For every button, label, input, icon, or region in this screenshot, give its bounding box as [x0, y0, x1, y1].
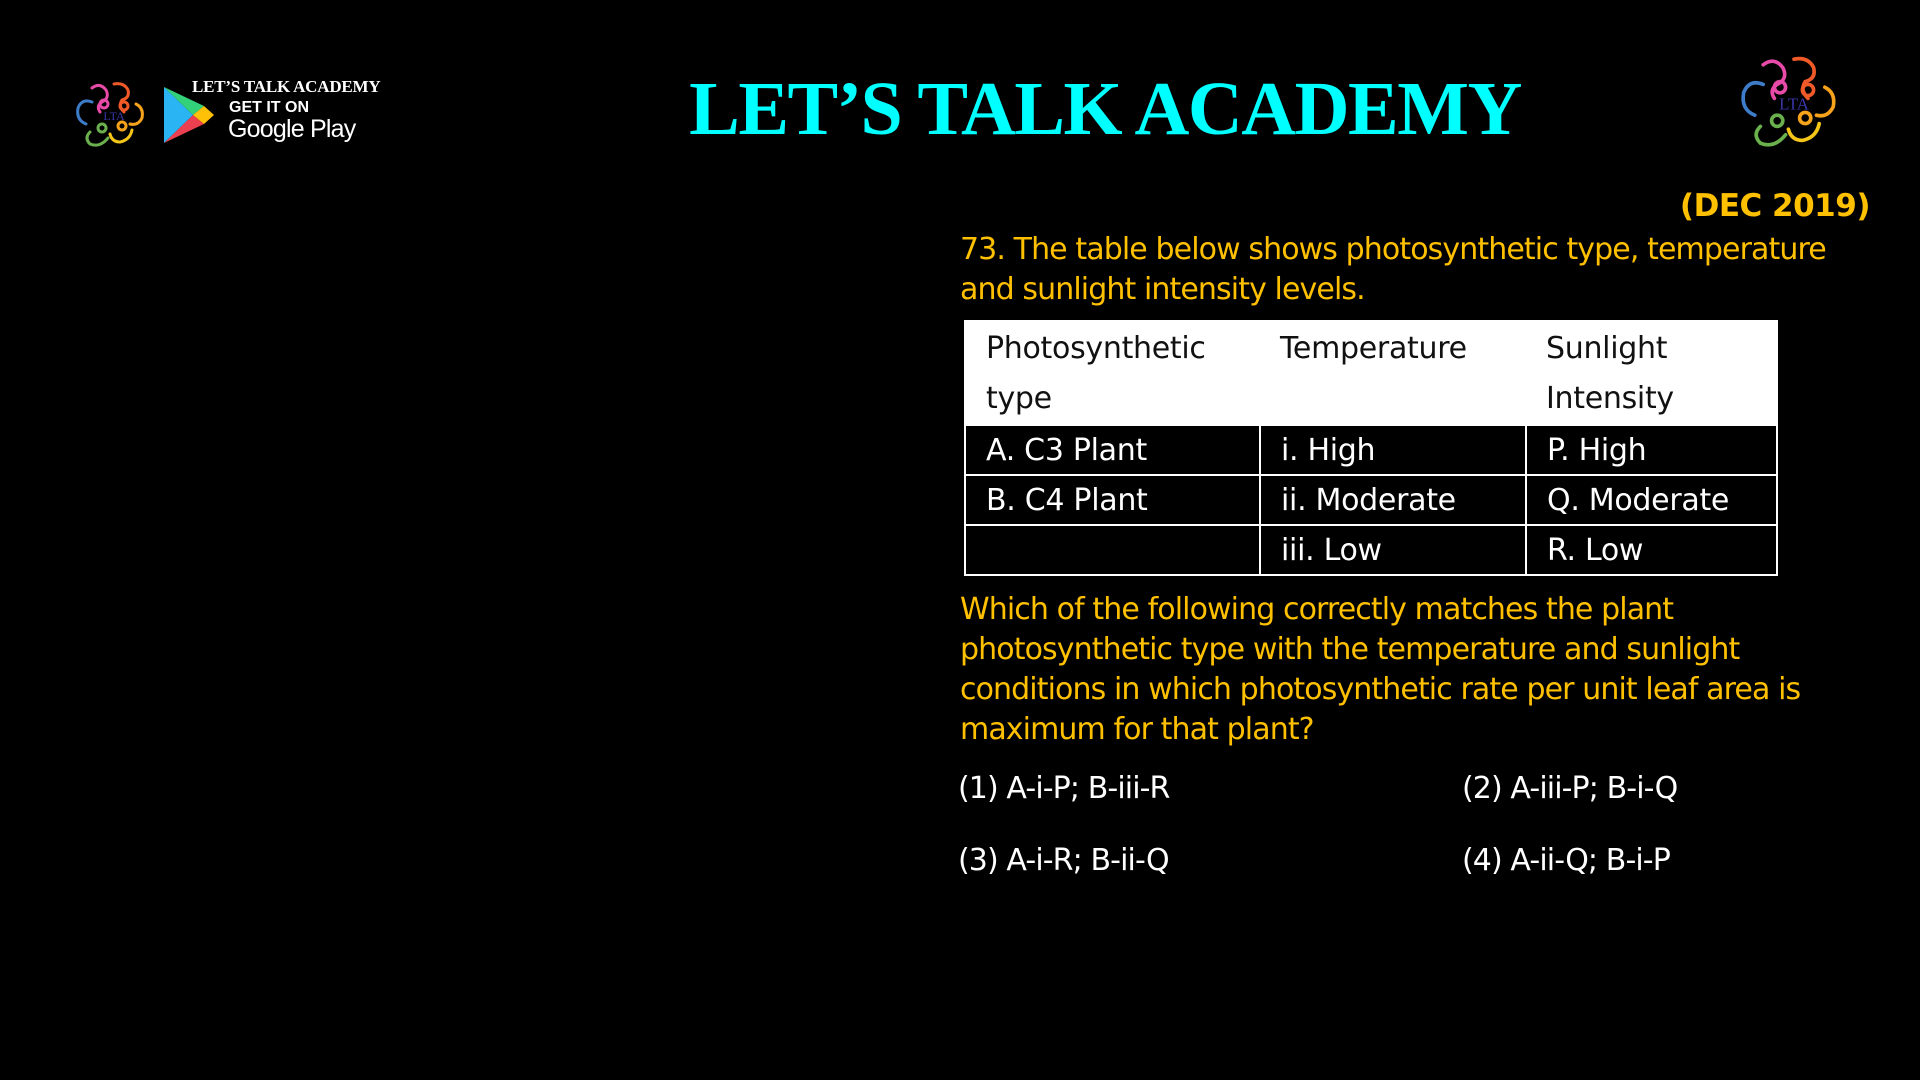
badge-get-it-on: GET IT ON [229, 99, 309, 116]
academy-logo-right [1738, 48, 1850, 160]
table-row [965, 475, 1777, 525]
header-temperature: Temperature [1260, 320, 1526, 425]
table-cell: ii. Moderate [1260, 475, 1526, 525]
protein-ribbon-logo-icon [1738, 48, 1850, 160]
table-row [965, 425, 1777, 475]
table-cell: A. C3 Plant [965, 425, 1260, 475]
match-table [964, 320, 1778, 576]
svg-text:LTA: LTA [1779, 94, 1809, 114]
match-table-container [964, 320, 1778, 582]
header-photosynthetic-type: Photosynthetic type [965, 320, 1260, 425]
answer-option-4[interactable]: (4) A-ii-Q; B-i-P [1462, 843, 1670, 878]
answer-option-1[interactable]: (1) A-i-P; B-iii-R [958, 771, 1170, 806]
table-cell: iii. Low [1260, 525, 1526, 575]
table-cell: i. High [1260, 425, 1526, 475]
answer-option-2[interactable]: (2) A-iii-P; B-i-Q [1462, 771, 1678, 806]
badge-academy-name: LET’S TALK ACADEMY [192, 77, 381, 96]
table-row [965, 525, 1777, 575]
table-header-row [965, 320, 1777, 425]
page-title: LET’S TALK ACADEMY [689, 67, 1521, 151]
answer-option-3[interactable]: (3) A-i-R; B-ii-Q [958, 843, 1169, 878]
question-body: Which of the following correctly matches the plant photosynthetic type with the temperature and sunlight conditions in which photosynthetic rate per unit leaf area is maximum for that plant? [960, 592, 1801, 747]
question-stem: 73. The table below shows photosynthetic type, temperature and sunlight intensity levels. [960, 232, 1826, 307]
badge-store-name: Google Play [228, 115, 356, 143]
exam-year-tag: (DEC 2019) [1679, 188, 1870, 224]
table-cell: B. C4 Plant [965, 475, 1260, 525]
table-cell: Q. Moderate [1526, 475, 1777, 525]
svg-text:LTA: LTA [103, 109, 125, 123]
header-sunlight-intensity: Sunlight Intensity [1526, 320, 1777, 425]
table-cell: P. High [1526, 425, 1777, 475]
table-cell: R. Low [1526, 525, 1777, 575]
table-cell [965, 525, 1260, 575]
